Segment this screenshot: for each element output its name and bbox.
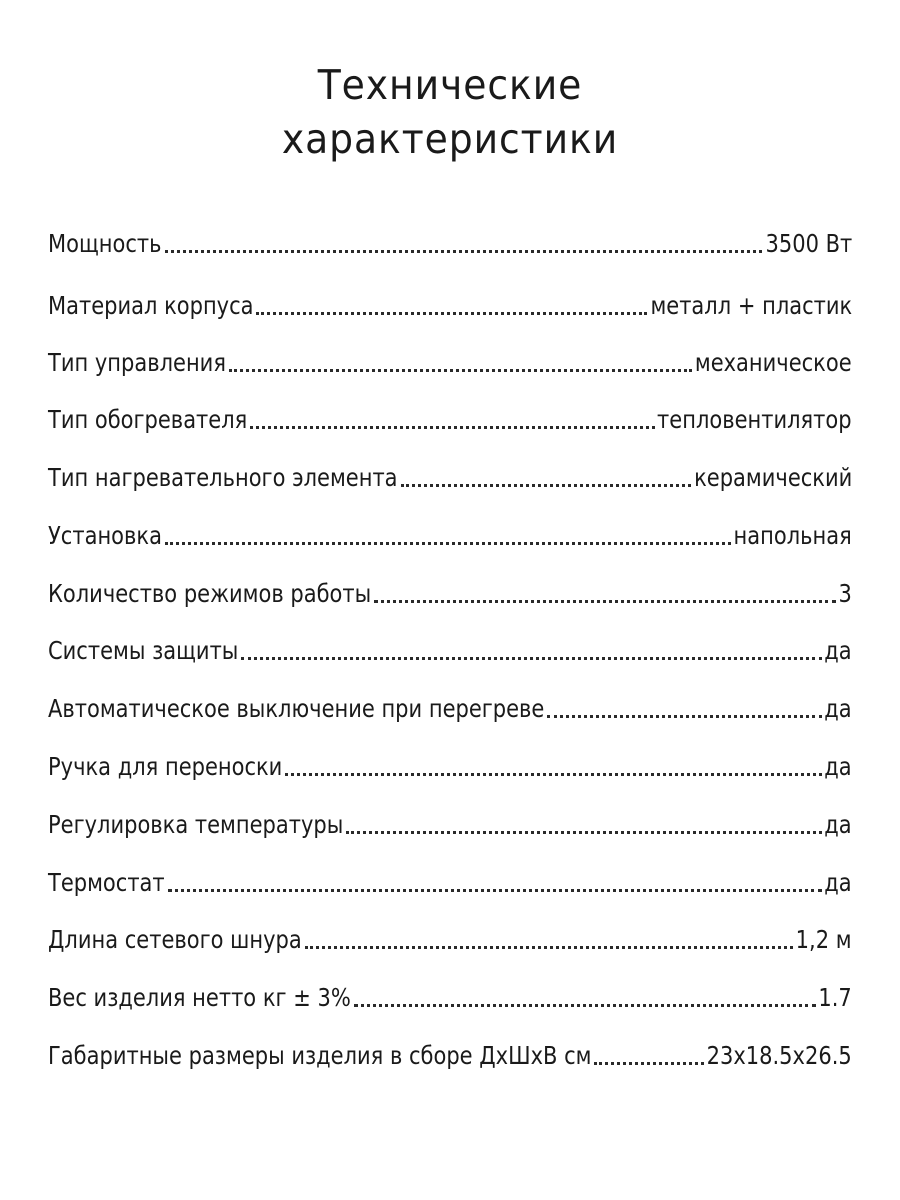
spec-label: Тип управления bbox=[48, 348, 226, 377]
dot-leader bbox=[305, 946, 793, 949]
spec-row-carry-handle bbox=[48, 743, 852, 783]
spec-label: Длина сетевого шнура bbox=[48, 925, 302, 954]
spec-label: Регулировка температуры bbox=[48, 810, 344, 839]
spec-label: Количество режимов работы bbox=[48, 579, 372, 608]
spec-value: металл + пластик bbox=[650, 291, 852, 320]
spec-label: Габаритные размеры изделия в сборе ДхШхВ см bbox=[48, 1041, 592, 1070]
spec-label: Вес изделия нетто кг ± 3% bbox=[48, 983, 351, 1012]
spec-value: да bbox=[824, 752, 852, 781]
title-line-2: характеристики bbox=[281, 115, 619, 163]
spec-row-installation bbox=[48, 512, 852, 552]
spec-row-body-material bbox=[48, 282, 852, 322]
title-line-1: Технические bbox=[317, 61, 583, 109]
spec-value: 3 bbox=[838, 579, 852, 608]
dot-leader bbox=[285, 773, 821, 776]
dot-leader bbox=[594, 1062, 703, 1065]
dot-leader bbox=[256, 312, 647, 315]
spec-row-dimensions bbox=[48, 1032, 852, 1072]
spec-row-temperature-control bbox=[48, 801, 852, 841]
dot-leader bbox=[374, 600, 835, 603]
dot-leader bbox=[165, 250, 763, 253]
spec-value: 1.7 bbox=[818, 983, 852, 1012]
spec-row-protection-systems bbox=[48, 627, 852, 667]
spec-row-heater-type bbox=[48, 396, 852, 436]
spec-label: Установка bbox=[48, 521, 162, 550]
spec-row-net-weight bbox=[48, 974, 852, 1014]
dot-leader bbox=[241, 657, 821, 660]
dot-leader bbox=[346, 831, 821, 834]
dot-leader bbox=[354, 1004, 816, 1007]
spec-value: 23x18.5x26.5 bbox=[706, 1041, 852, 1070]
spec-label: Тип обогревателя bbox=[48, 405, 248, 434]
spec-row-overheat-shutoff bbox=[48, 685, 852, 725]
spec-label: Автоматическое выключение при перегреве bbox=[48, 694, 545, 723]
dot-leader bbox=[401, 484, 691, 487]
spec-value: да bbox=[824, 868, 852, 897]
spec-row-control-type bbox=[48, 339, 852, 379]
spec-value: механическое bbox=[695, 348, 852, 377]
spec-value: да bbox=[824, 694, 852, 723]
spec-value: да bbox=[824, 810, 852, 839]
spec-row-heating-element bbox=[48, 454, 852, 494]
spec-label: Мощность bbox=[48, 229, 162, 258]
spec-value: 1,2 м bbox=[796, 925, 852, 954]
spec-label: Материал корпуса bbox=[48, 291, 254, 320]
spec-label: Термостат bbox=[48, 868, 165, 897]
spec-value: тепловентилятор bbox=[657, 405, 852, 434]
dot-leader bbox=[165, 542, 731, 545]
spec-value: 3500 Вт bbox=[765, 229, 852, 258]
dot-leader bbox=[168, 889, 822, 892]
spec-value: керамический bbox=[693, 463, 852, 492]
spec-value: да bbox=[824, 636, 852, 665]
dot-leader bbox=[547, 715, 821, 718]
spec-row-modes-count bbox=[48, 570, 852, 610]
page-title bbox=[36, 58, 864, 166]
spec-label: Тип нагревательного элемента bbox=[48, 463, 398, 492]
spec-label: Ручка для переноски bbox=[48, 752, 283, 781]
dot-leader bbox=[229, 369, 692, 372]
dot-leader bbox=[250, 426, 654, 429]
spec-value: напольная bbox=[733, 521, 852, 550]
spec-row-thermostat bbox=[48, 859, 852, 899]
spec-row-power bbox=[48, 220, 852, 260]
spec-label: Системы защиты bbox=[48, 636, 239, 665]
spec-row-cord-length bbox=[48, 916, 852, 956]
